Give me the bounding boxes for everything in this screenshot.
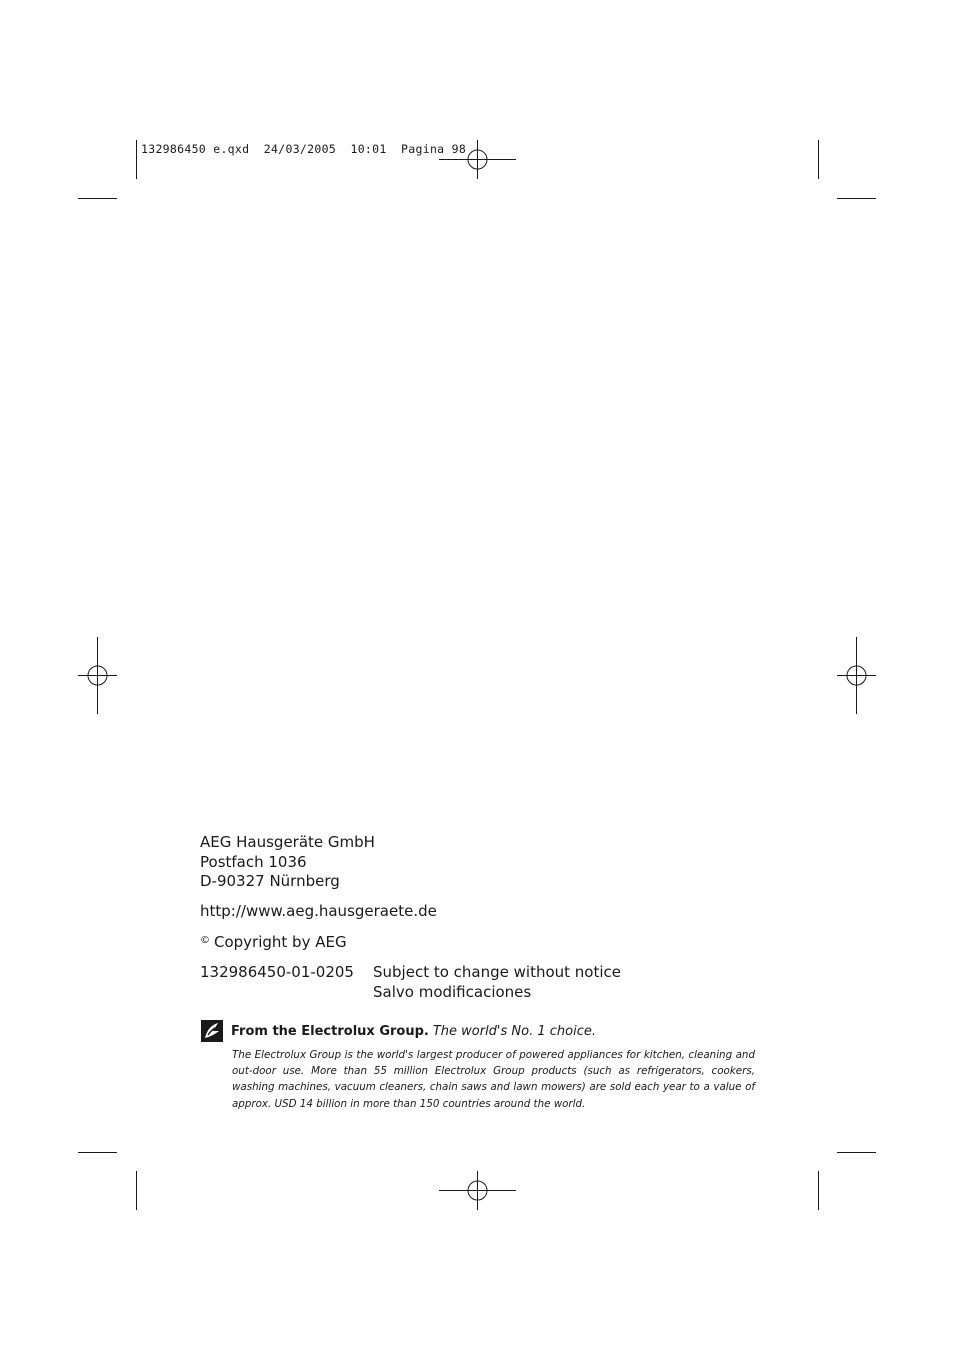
registration-mark-right	[837, 637, 876, 714]
company-address	[200, 833, 375, 892]
print-slug-line: 132986450 e.qxd 24/03/2005 10:01 Pagina 98	[141, 142, 467, 156]
website-url: http://www.aeg.hausgeraete.de	[200, 902, 437, 920]
copyright-line	[200, 933, 347, 951]
registration-mark-bottom	[439, 1171, 516, 1210]
notice-english: Subject to change without notice	[373, 963, 622, 981]
product-code: 132986450-01-0205	[200, 963, 354, 981]
postbox: Postfach 1036	[200, 852, 307, 871]
registration-mark-left	[78, 637, 117, 714]
electrolux-tagline	[231, 1024, 596, 1039]
company-name: AEG Hausgeräte GmbH	[200, 833, 375, 851]
copyright-symbol: ©	[200, 935, 210, 946]
tagline-italic: The world's No. 1 choice.	[432, 1024, 596, 1039]
copyright-text: Copyright by AEG	[214, 933, 347, 951]
notice-spanish: Salvo modificaciones	[373, 982, 532, 1001]
tagline-bold: From the Electrolux Group.	[231, 1024, 429, 1039]
change-notice	[373, 963, 621, 1002]
city: D-90327 Nürnberg	[200, 872, 340, 890]
electrolux-description: The Electrolux Group is the world's largest producer of powered appliances for kitchen, cleaning and out-door use. More than 55 million Electrolux Group products (such as refrigerators, cookers, washing machines, vacuum cleaners, chain saws and lawn mowers) are sold each year to a value of approx. USD 14 billion in more than 150 countries around the world.	[232, 1049, 755, 1110]
electrolux-logo-icon	[201, 1020, 223, 1042]
